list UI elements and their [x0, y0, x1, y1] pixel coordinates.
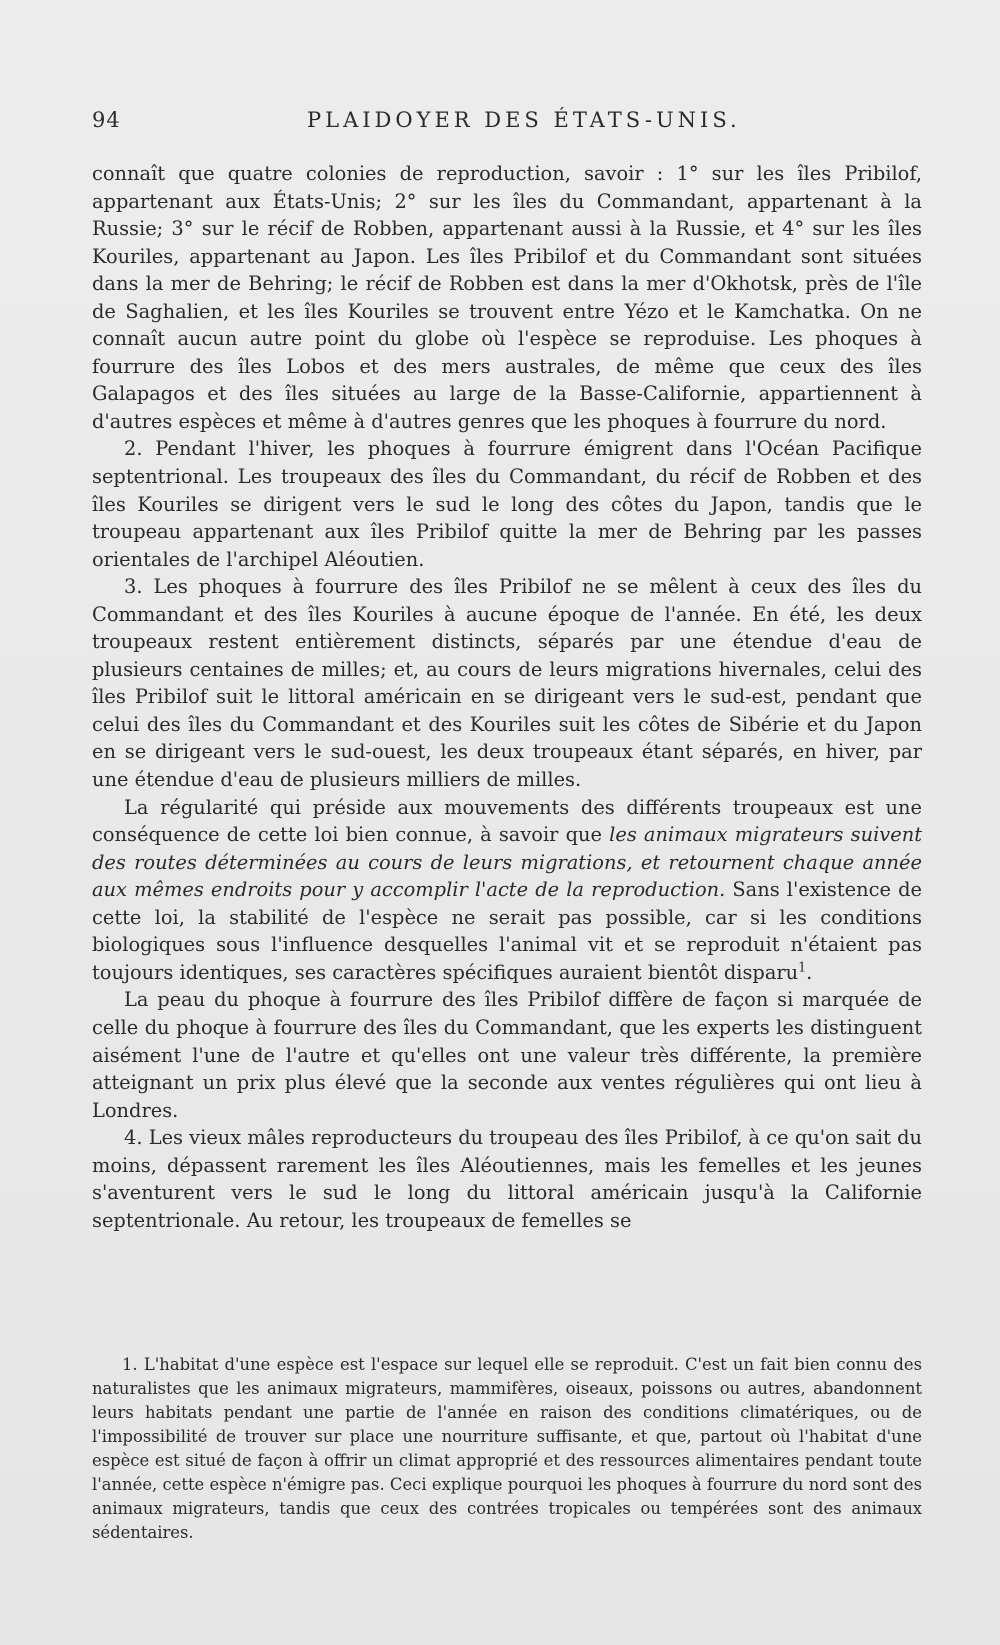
paragraph-peau: La peau du phoque à fourrure des îles Pribilof diffère de façon si marquée de celle du phoque à fourrure des îles du Commandant, que les experts les distinguent aisément l'une de l'autre et qu'elles ont une valeur très différente, la première atteignant un prix plus élevé que la seconde aux ventes régulières qui ont lieu à Londres.: [92, 988, 922, 1122]
body-text: [92, 160, 922, 1234]
paragraph-regularite: [92, 794, 922, 987]
paragraph-3: 3. Les phoques à fourrure des îles Pribilof ne se mêlent à ceux des îles du Commandant et des îles Kouriles à aucune époque de l'année. En été, les deux troupeaux restent entièrement distincts, séparés par une étendue d'eau de plusieurs centaines de milles; et, au cours de leurs migrations hivernales, celui des îles Pribilof suit le littoral américain en se dirigeant vers le sud-est, pendant que celui des îles du Commandant et des Kouriles suit les côtes de Sibérie et du Japon en se dirigeant vers le sud-ouest, les deux troupeaux étant séparés, en hiver, par une étendue d'eau de plusieurs milliers de milles.: [92, 575, 922, 792]
paragraph-continuation: connaît que quatre colonies de reproduction, savoir : 1° sur les îles Pribilof, appartenant aux États-Unis; 2° sur les îles du Commandant, appartenant à la Russie; 3° sur le récif de Robben, appartenant aussi à la Russie, et 4° sur les îles Kouriles, appartenant au Japon. Les îles Pribilof et du Commandant sont situées dans la mer de Behring; le récif de Robben est dans la mer d'Okhotsk, près de l'île de Saghalien, et les îles Kouriles se trouvent entre Yézo et le Kamchatka. On ne connaît aucun autre point du globe où l'espèce se reproduise. Les phoques à fourrure des îles Lobos et des mers australes, de même que ceux des îles Galapagos et des îles situées au large de la Basse-Californie, appartiennent à d'autres espèces et même à d'autres genres que les phoques à fourrure du nord.: [92, 162, 922, 433]
law-statement-italic: les animaux migrateurs suivent des routes déterminées au cours de leurs migrations, et retournent chaque année aux mêmes endroits pour y accomplir l'acte de la reproduction.: [92, 823, 923, 902]
paragraph-2: 2. Pendant l'hiver, les phoques à fourrure émigrent dans l'Océan Pacifique septentrional. Les troupeaux des îles du Commandant, du récif de Robben et des îles Kouriles se dirigent vers le sud le long des côtes du Japon, tandis que le troupeau appartenant aux îles Pribilof quitte la mer de Behring par les passes orientales de l'archipel Aléoutien.: [92, 437, 922, 571]
footnote-1: 1. L'habitat d'une espèce est l'espace sur lequel elle se reproduit. C'est un fait bien connu des naturalistes que les animaux migrateurs, mammifères, oiseaux, poissons ou autres, abandonnent leurs habitats pendant une partie de l'année en raison des conditions climatériques, ou de l'impossibilité de trouver sur place une nourriture suffisante, et que, partout où l'habitat d'une espèce est situé de façon à offrir un climat approprié et des ressources alimentaires pendant toute l'année, cette espèce n'émigre pas. Ceci explique pourquoi les phoques à fourrure du nord sont des animaux migrateurs, tandis que ceux des contrées tropicales ou tempérées sont des animaux sédentaires.: [92, 1355, 922, 1542]
paragraph-regularite-end: Sans l'existence de cette loi, la stabilité de l'espèce ne serait pas possible, car si les conditions biologiques sous l'influence desquelles l'animal vit et se reproduit n'étaient pas toujours identiques, ses caractères spécifiques auraient bientôt disparu: [92, 878, 922, 984]
paragraph-regularite-start: La régularité qui préside aux mouvements des différents troupeaux est une conséquence de cette loi bien connue, à savoir que: [92, 795, 922, 847]
running-head: [92, 108, 920, 138]
page-number: 94: [92, 108, 121, 132]
running-title: PLAIDOYER DES ÉTATS-UNIS.: [307, 108, 741, 132]
footnote-reference[interactable]: 1: [798, 959, 807, 975]
paragraph-4: 4. Les vieux mâles reproducteurs du troupeau des îles Pribilof, à ce qu'on sait du moins, dépassent rarement les îles Aléoutiennes, mais les femelles et les jeunes s'aventurent vers le sud le long du littoral américain jusqu'à la Californie septentrionale. Au retour, les troupeaux de femelles se: [92, 1126, 922, 1232]
footnotes: [92, 1353, 922, 1545]
paragraph-regularite-tail: .: [806, 960, 813, 984]
